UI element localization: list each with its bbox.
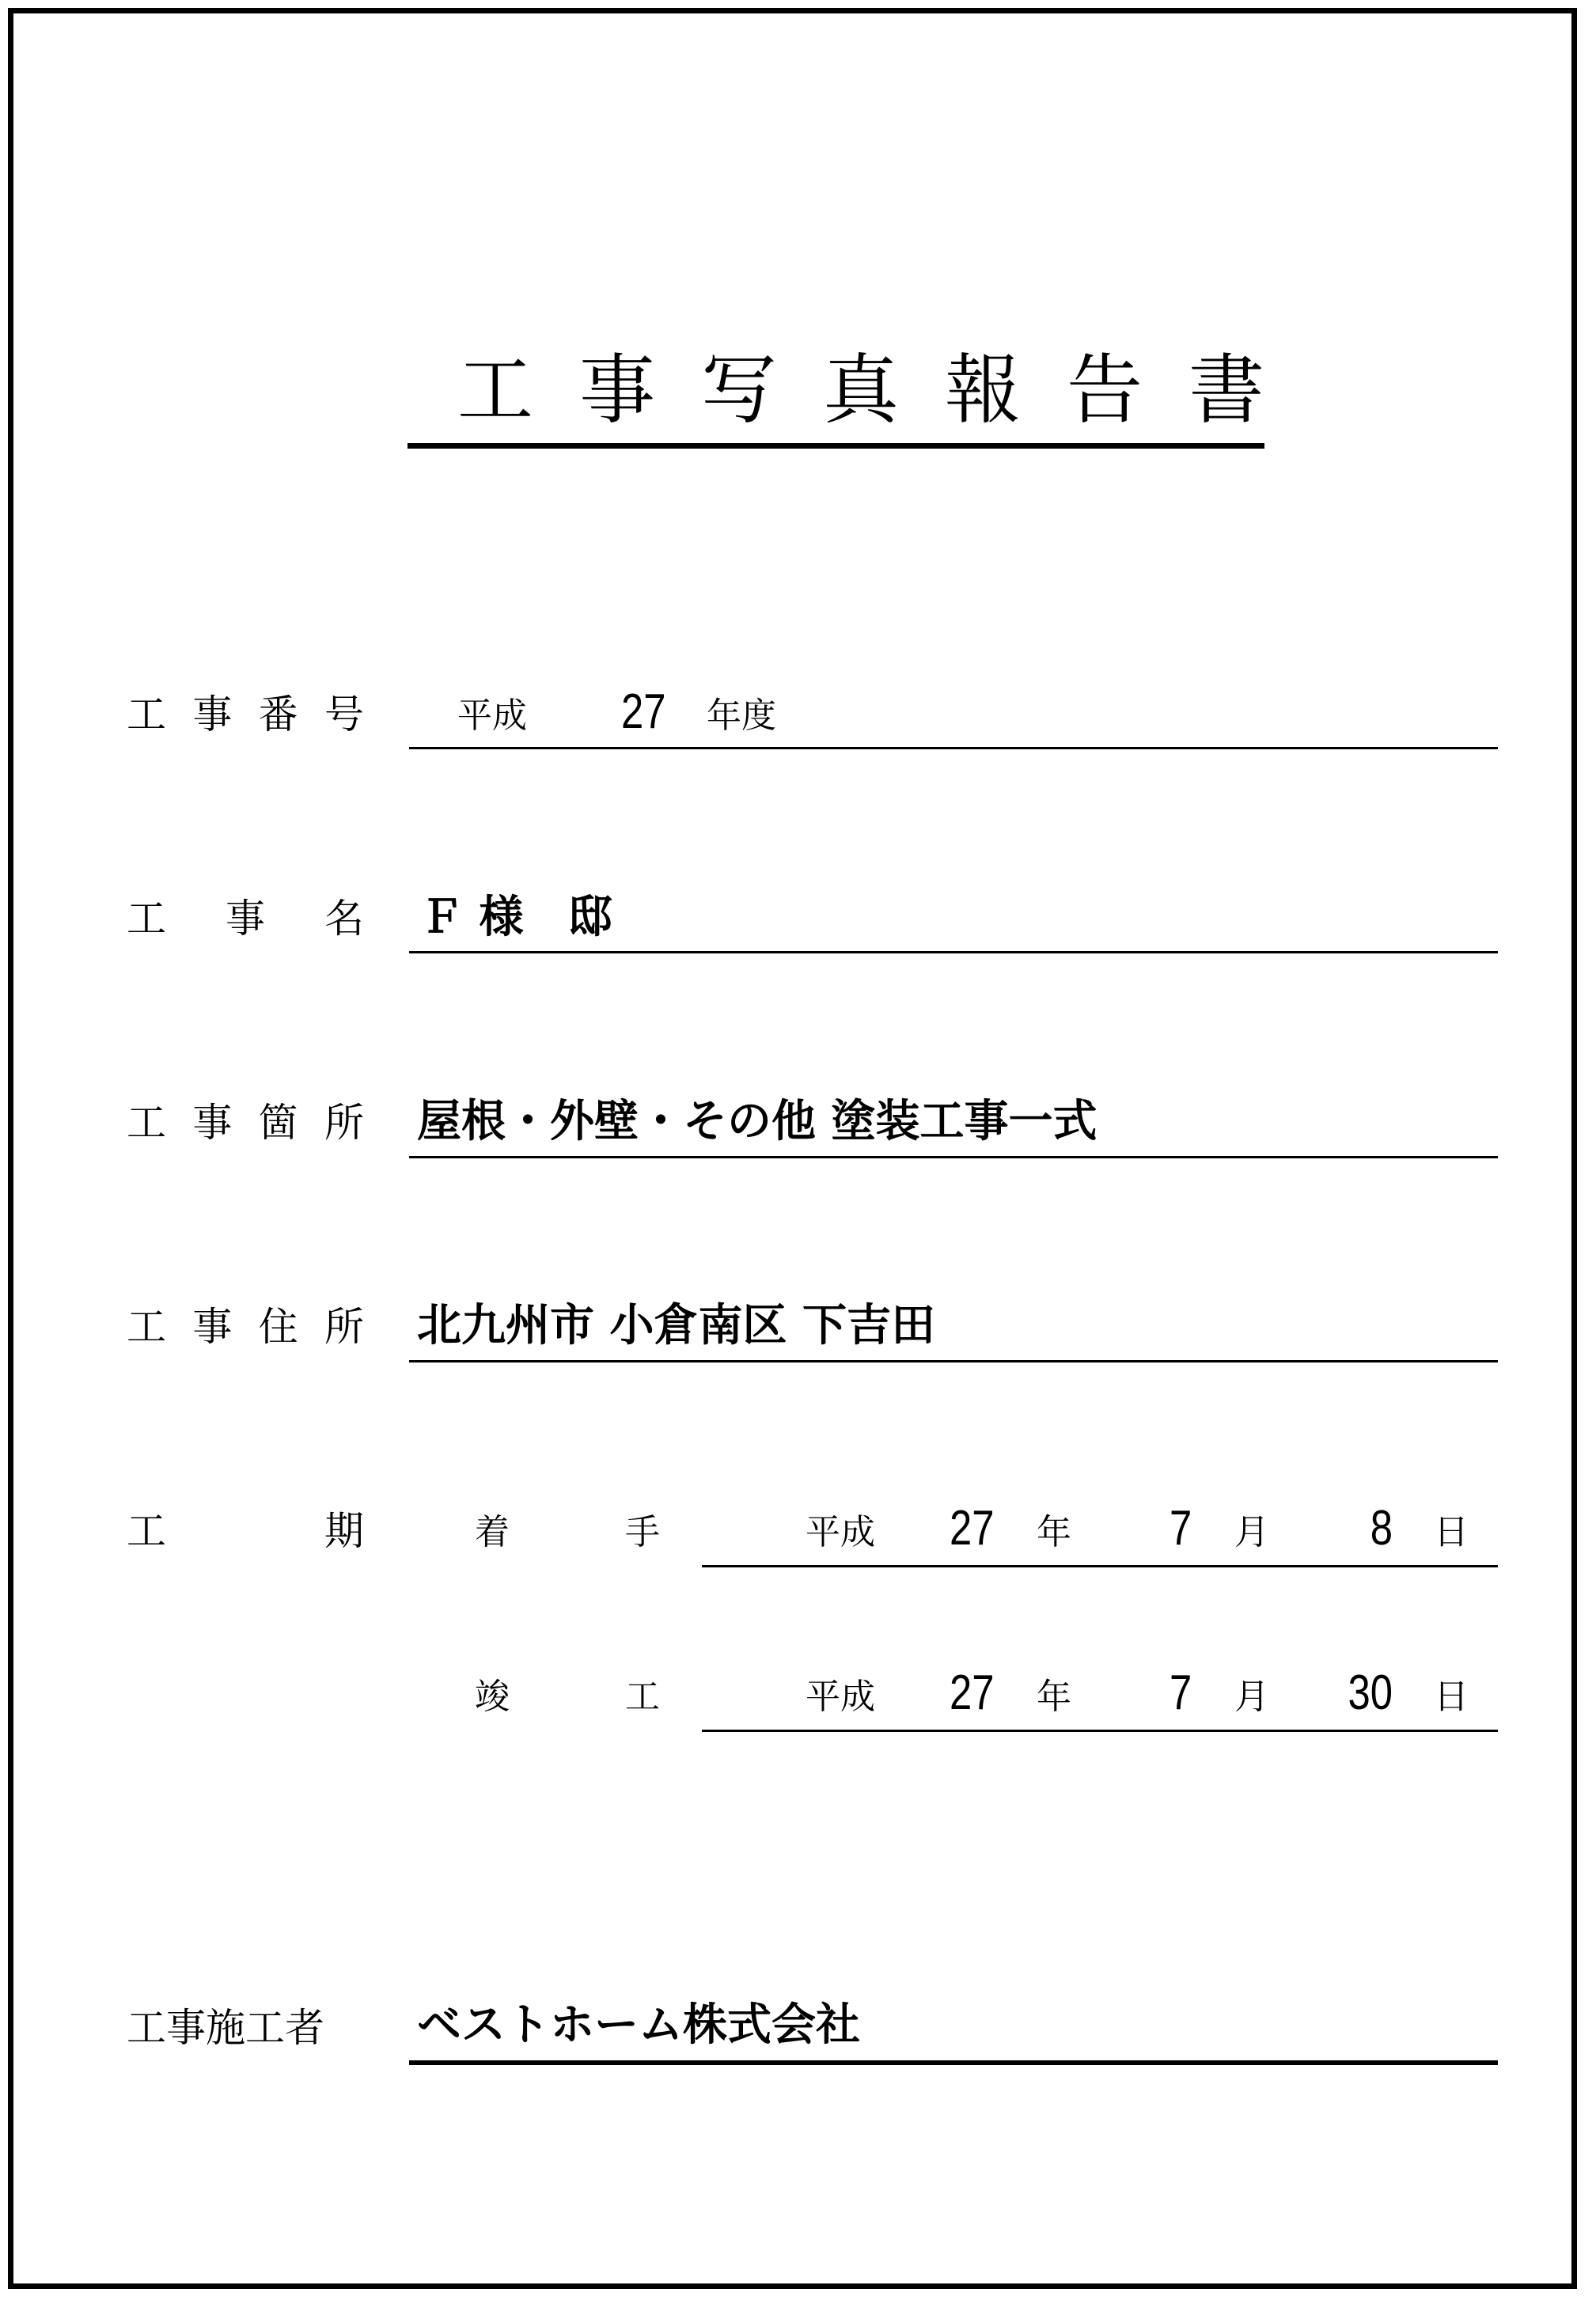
label-construction-period: 工 期 (127, 1508, 364, 1554)
start-label-2: 手 (625, 1512, 660, 1552)
construction-name-value: Ｆ 様 邸 (419, 892, 612, 943)
number-suffix: 年度 (707, 695, 776, 736)
start-day-unit: 日 (1434, 1512, 1469, 1552)
end-year-unit: 年 (1037, 1677, 1071, 1717)
label-construction-number: 工 事 番 号 (127, 692, 364, 737)
start-month-unit: 月 (1234, 1512, 1269, 1552)
end-month-unit: 月 (1234, 1677, 1269, 1717)
number-year: 27 (621, 684, 666, 739)
label-construction-name: 工 事 名 (127, 896, 364, 942)
document-title: 工事写真報告書 (457, 346, 1310, 434)
start-year-unit: 年 (1037, 1512, 1071, 1552)
label-construction-address: 工 事 住 所 (127, 1304, 364, 1350)
contractor-underline (409, 2060, 1498, 2065)
start-month: 7 (1170, 1501, 1192, 1556)
number-underline (409, 747, 1498, 749)
location-underline (409, 1156, 1498, 1158)
construction-address-value: 北九州市 小倉南区 下吉田 (417, 1300, 935, 1351)
construction-location-value: 屋根・外壁・その他 塗装工事一式 (417, 1096, 1097, 1147)
label-construction-location: 工 事 箇 所 (127, 1100, 364, 1146)
end-label-2: 工 (625, 1677, 660, 1717)
end-day: 30 (1348, 1666, 1393, 1720)
end-date-underline (702, 1730, 1498, 1732)
end-month: 7 (1170, 1666, 1192, 1720)
end-day-unit: 日 (1434, 1677, 1469, 1717)
start-day: 8 (1370, 1501, 1393, 1556)
title-underline (408, 443, 1264, 449)
name-underline (409, 951, 1498, 953)
contractor-value: ベストホーム株式会社 (417, 1999, 860, 2051)
number-era: 平成 (457, 695, 527, 736)
end-year: 27 (950, 1666, 995, 1720)
start-era: 平成 (806, 1512, 875, 1552)
start-year: 27 (950, 1501, 995, 1556)
start-label-1: 着 (475, 1512, 510, 1552)
label-contractor: 工事施工者 (127, 2005, 324, 2051)
address-underline (409, 1360, 1498, 1362)
end-era: 平成 (806, 1677, 875, 1717)
end-label-1: 竣 (475, 1677, 510, 1717)
start-date-underline (702, 1565, 1498, 1567)
